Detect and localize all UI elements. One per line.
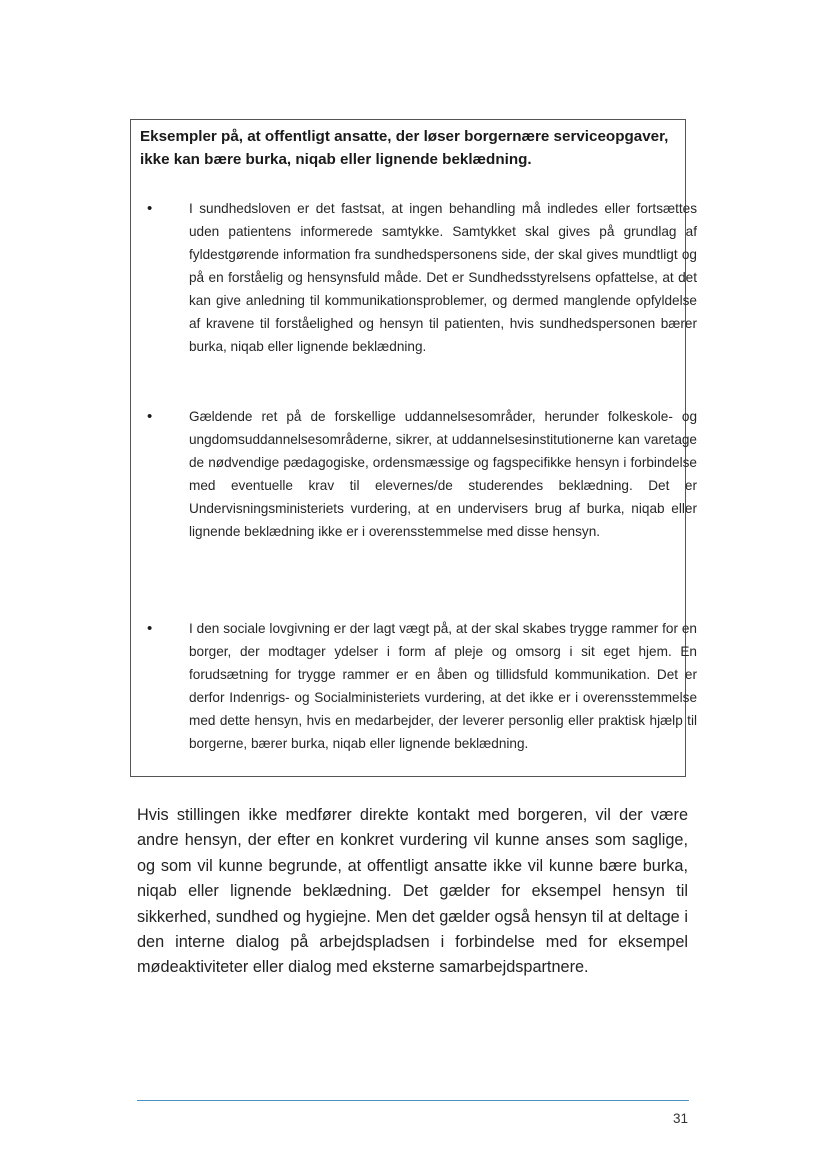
body-paragraph: Hvis stillingen ikke medfører direkte kontakt med borgeren, vil der være andre hensyn, der efter en konkret vurdering vil kunne anses som saglige, og som vil kunne begrunde, at offentligt ansatte ikke vil kunne bære burka, niqab eller lignende beklædning. Det gælder for eksempel hensyn til sikkerhed, sundhed og hygiejne. Men det gælder også hensyn til at deltage i den interne dialog på arbejdspladsen i forbindelse med for eksempel mødeaktiviteter eller dialog med eksterne samarbejdspartnere. [137, 806, 688, 977]
bullet-icon: • [147, 200, 153, 217]
bullet-text: Gældende ret på de forskellige uddannelsesområder, herunder folkeskole- og ungdomsuddannelsesområderne, sikrer, at uddannelsesinstitutionerne kan varetage de nødvendige pædagogiske, ordensmæssige og fagspecifikke hensyn i forbindelse med eventuelle krav til elevernes/de studerendes beklædning. Det er Undervisningsministeriets vurdering, at en undervisers brug af burka, niqab eller lignende beklædning ikke er i overensstemmelse med disse hensyn. [189, 409, 697, 539]
bullet-icon: • [147, 408, 153, 425]
example-box-heading: Eksempler på, at offentligt ansatte, der løser borgernære serviceopgaver, ikke kan bære burka, niqab eller lignende beklædning. [140, 128, 669, 168]
bullet-text: I den sociale lovgivning er der lagt vægt på, at der skal skabes trygge rammer for en borger, der modtager ydelser i form af pleje og omsorg i sit eget hjem. En forudsætning for trygge rammer er en åben og tillidsfuld kommunikation. Det er derfor Indenrigs- og Socialministeriets vurdering, at det ikke er i overensstemmelse med dette hensyn, hvis en medarbejder, der leverer personlig eller praktisk hjælp til borgerne, bærer burka, niqab eller lignende beklædning. [189, 621, 697, 751]
page-number: 31 [672, 1111, 688, 1126]
bullet-icon: • [147, 620, 153, 637]
example-box [130, 119, 697, 777]
footer-divider [137, 1100, 689, 1101]
bullet-text: I sundhedsloven er det fastsat, at ingen behandling må indledes eller fortsættes uden patientens informerede samtykke. Samtykket skal gives på grundlag af fyldestgørende information fra sundhedspersonens side, der skal gives mundtligt og på en forståelig og hensynsfuld måde. Det er Sundhedsstyrelsens opfattelse, at det kan give anledning til kommunikationsproblemer, og dermed manglende opfyldelse af kravene til forståelighed og hensyn til patienten, hvis sundhedspersonen bærer burka, niqab eller lignende beklædning. [189, 201, 697, 354]
